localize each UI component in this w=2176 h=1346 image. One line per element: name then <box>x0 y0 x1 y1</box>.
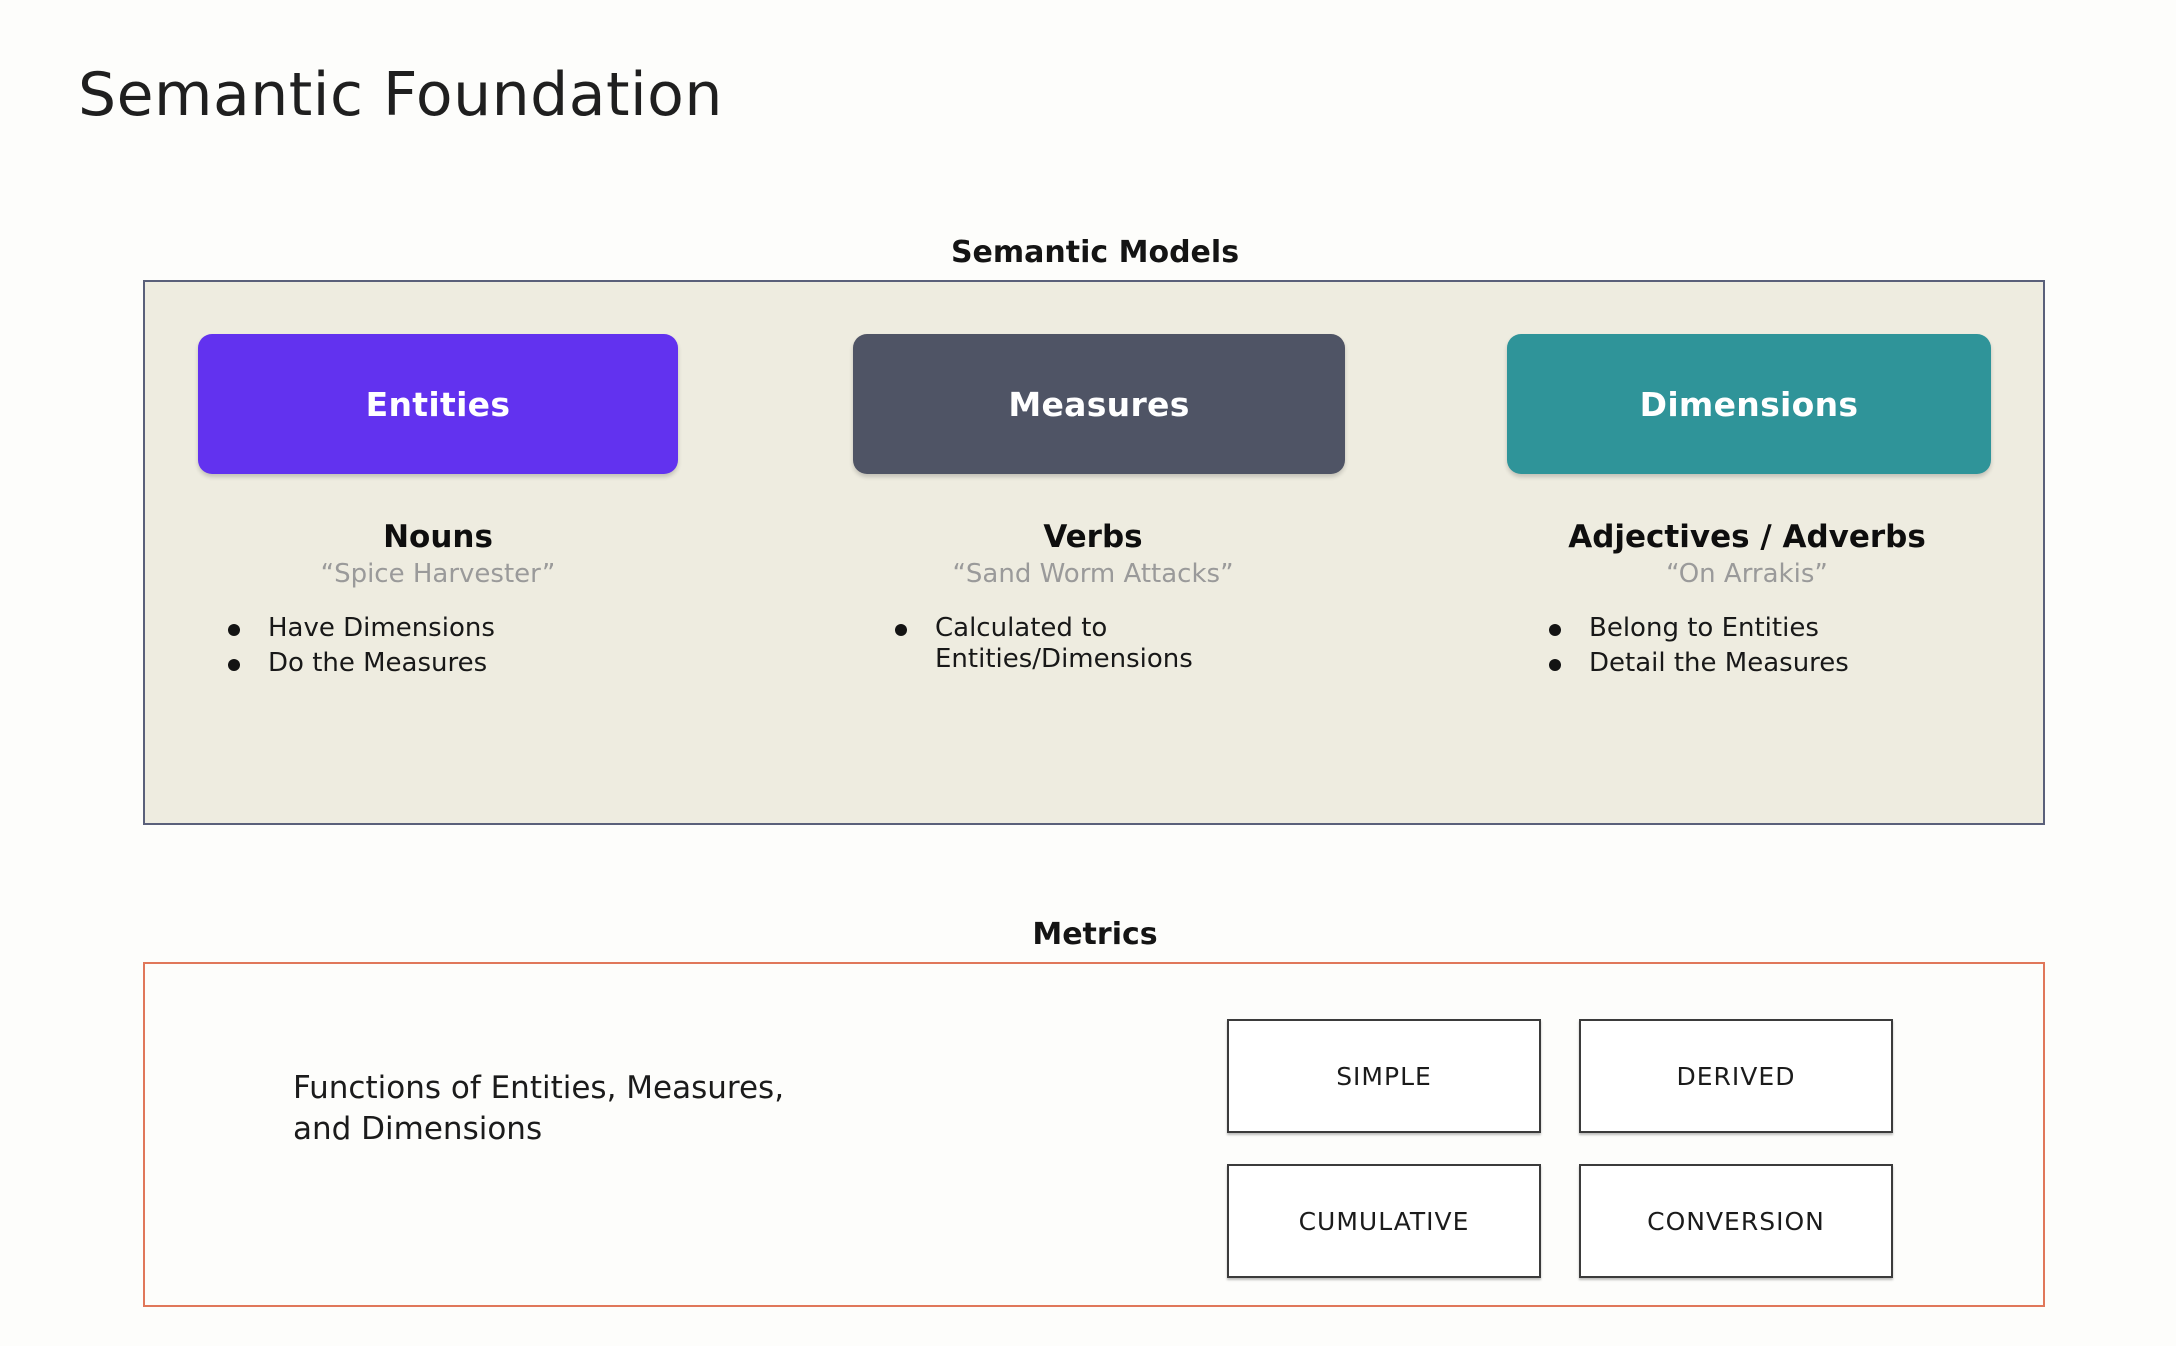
list-item-label: Have Dimensions <box>268 613 495 643</box>
bullet-dot-icon <box>895 624 907 636</box>
list-item <box>895 613 1333 674</box>
measures-bullet-line-1: Calculated to <box>935 613 1108 643</box>
measures-example: “Sand Worm Attacks” <box>952 559 1234 589</box>
semantic-models-panel <box>143 280 2045 825</box>
entities-part-of-speech: Nouns <box>383 519 493 555</box>
entities-chip[interactable]: Entities <box>198 334 678 474</box>
semantic-column-measures <box>853 334 1333 700</box>
list-item <box>1549 613 1987 644</box>
semantic-column-entities <box>198 334 678 704</box>
metrics-description <box>293 1068 1013 1150</box>
entities-bullet-list <box>228 613 678 678</box>
bullet-dot-icon <box>1549 659 1561 671</box>
metrics-panel <box>143 962 2045 1307</box>
dimensions-part-of-speech: Adjectives / Adverbs <box>1568 519 1926 555</box>
metrics-heading: Metrics <box>1032 917 1158 952</box>
metric-type-conversion[interactable]: CONVERSION <box>1579 1164 1893 1278</box>
semantic-models-heading: Semantic Models <box>950 235 1240 270</box>
metric-type-cumulative[interactable]: CUMULATIVE <box>1227 1164 1541 1278</box>
list-item <box>1549 648 1987 679</box>
dimensions-chip[interactable]: Dimensions <box>1507 334 1991 474</box>
measures-bullet-line-2: Entities/Dimensions <box>935 643 1193 674</box>
dimensions-example: “On Arrakis” <box>1666 559 1828 589</box>
metrics-description-line-2: and Dimensions <box>293 1110 543 1147</box>
bullet-dot-icon <box>1549 624 1561 636</box>
measures-chip[interactable]: Measures <box>853 334 1345 474</box>
bullet-dot-icon <box>228 659 240 671</box>
list-item-label: Detail the Measures <box>1589 647 1849 678</box>
measures-part-of-speech: Verbs <box>1043 519 1143 555</box>
metric-type-simple[interactable]: SIMPLE <box>1227 1019 1541 1133</box>
entities-example: “Spice Harvester” <box>320 559 556 589</box>
list-item <box>228 613 678 644</box>
metrics-description-line-1: Functions of Entities, Measures, <box>293 1070 785 1106</box>
bullet-dot-icon <box>228 624 240 636</box>
list-item-label <box>935 613 1193 674</box>
semantic-column-dimensions <box>1507 334 1987 704</box>
list-item-label: Belong to Entities <box>1589 613 1819 643</box>
metric-type-derived[interactable]: DERIVED <box>1579 1019 1893 1133</box>
page-title: Semantic Foundation <box>78 60 723 130</box>
measures-bullet-list <box>895 613 1333 674</box>
list-item <box>228 648 678 679</box>
dimensions-bullet-list <box>1549 613 1987 678</box>
list-item-label: Do the Measures <box>268 647 488 678</box>
